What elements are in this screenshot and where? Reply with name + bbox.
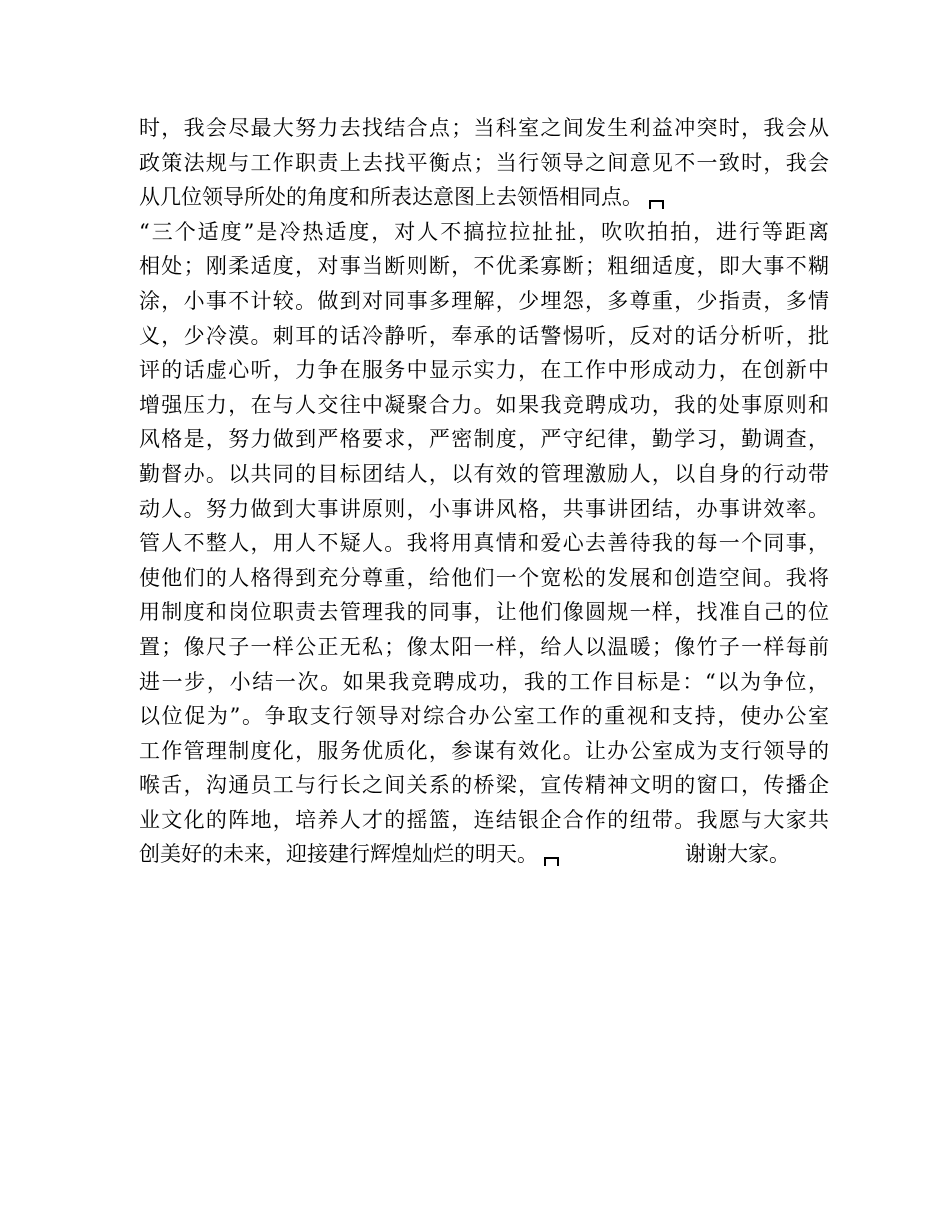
closing-text: 谢谢大家。 [685,842,790,867]
paragraph-mark-icon [542,857,561,867]
paragraph-end-text: 创美好的未来，迎接建行辉煌灿烂的明天。 [139,842,538,867]
text-line: 进一步，小结一次。如果我竞聘成功，我的工作目标是：“以为争位， [139,669,829,694]
text-line: 政策法规与工作职责上去找平衡点；当行领导之间意见不一致时，我会 [139,150,829,175]
text-line: 勤督办。以共同的目标团结人，以有效的管理激励人，以自身的行动带 [139,461,829,486]
speech-text [139,111,829,872]
text-line: 相处；刚柔适度，对事当断则断，不优柔寡断；粗细适度，即大事不糊 [139,254,829,279]
text-line: 增强压力，在与人交往中凝聚合力。如果我竞聘成功，我的处事原则和 [139,392,829,417]
paragraph-end-text: 从几位领导所处的角度和所表达意图上去领悟相同点。 [139,185,643,210]
text-line: 时，我会尽最大努力去找结合点；当科室之间发生利益冲突时，我会从 [139,116,829,140]
text-line [139,180,829,215]
text-line: 置；像尺子一样公正无私；像太阳一样，给人以温暖；像竹子一样每前 [139,634,829,659]
text-line: 用制度和岗位职责去管理我的同事，让他们像圆规一样，找准自己的位 [139,600,829,625]
text-line [139,837,829,872]
text-line: 以位促为”。争取支行领导对综合办公室工作的重视和支持，使办公室 [139,704,829,729]
text-line: 风格是，努力做到严格要求，严密制度，严守纪律，勤学习，勤调查， [139,427,829,452]
text-line: 动人。努力做到大事讲原则，小事讲风格，共事讲团结，办事讲效率。 [139,496,829,521]
text-line: 使他们的人格得到充分尊重，给他们一个宽松的发展和创造空间。我将 [139,565,829,590]
text-line: 管人不整人，用人不疑人。我将用真情和爱心去善待我的每一个同事， [139,531,829,556]
text-line: 评的话虚心听，力争在服务中显示实力，在工作中形成动力，在创新中 [139,358,829,383]
text-line: “三个适度”是冷热适度，对人不搞拉拉扯扯，吹吹拍拍，进行等距离 [139,219,829,244]
text-line: 喉舌，沟通员工与行长之间关系的桥梁，宣传精神文明的窗口，传播企 [139,773,829,798]
text-line: 工作管理制度化，服务优质化，参谋有效化。让办公室成为支行领导的 [139,738,829,763]
text-line: 涂，小事不计较。做到对同事多理解，少埋怨，多尊重，少指责，多情 [139,288,829,313]
paragraph-mark-icon [647,200,666,210]
text-line: 义，少冷漠。刺耳的话冷静听，奉承的话警惕听，反对的话分析听，批 [139,323,829,348]
text-line: 业文化的阵地，培养人才的摇篮，连结银企合作的纽带。我愿与大家共 [139,807,829,832]
